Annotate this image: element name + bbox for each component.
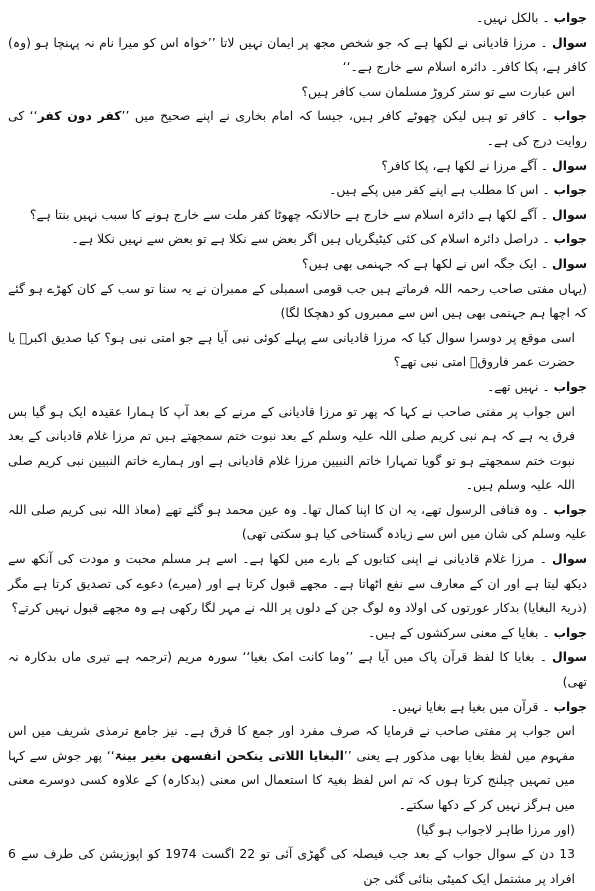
paragraph-text: (یہاں مفتی صاحب رحمہ اللہ فرماتے ہیں جب قومی اسمبلی کے ممبران نے یہ سنا تو سب کے کان کھڑے ہو گئے کہ اچھا ہم جہنمی بھی ہیں اس سے ممبروں کو دھچکا لگا) [8, 280, 587, 321]
paragraph-text: اس جواب پر مفتی صاحب نے فرمایا کہ صرف مفرد اور جمع کا فرق ہے۔ نیز جامع ترمذی شریف میں اس مفہوم میں لفظ بغایا بھی مذکور ہے یعنی ’’ [8, 723, 576, 763]
paragraph [8, 375, 587, 400]
paragraph-text: ۔ نہیں تھے۔ [486, 378, 554, 394]
paragraph-text: ۔ وہ فنافی الرسول تھے، یہ ان کا اپنا کمال تھا۔ وہ عین محمد ہو گئے تھے (معاذ اللہ نبی کریم صلی اللہ علیہ وسلم کی شان میں اس سے زیادہ گستاخی کیا ہو سکتی تھی) [8, 501, 587, 542]
qa-label: جواب [553, 501, 587, 517]
paragraph-text: اسی موقع پر دوسرا سوال کیا کہ مرزا قادیانی سے پہلے کوئی نبی آیا ہے جو امتی نبی ہو؟ کیا صدیق اکبرؓ یا حضرت عمر فاروقؓ امتی نبی تھے؟ [8, 329, 575, 370]
paragraph-text: ۔ بغایا کے معنی سرکشوں کے ہیں۔ [367, 624, 554, 640]
paragraph [8, 203, 587, 228]
paragraph [8, 621, 587, 646]
paragraph-text-continued: ‘‘ پھر جوش سے کہا میں تمہیں چیلنج کرتا ہوں کہ تم اس لفظ بغیۃ کا استعمال اس معنی (بدکارہ) کے علاوہ کسی دوسرے معنی میں ہرگز نہیں کر کے دکھا سکتے۔ [8, 747, 575, 812]
paragraph [8, 695, 587, 720]
paragraph [8, 818, 587, 843]
paragraph [8, 277, 587, 326]
paragraph-text: ۔ آگے لکھا ہے دائرہ اسلام سے خارج ہے حالانکہ چھوٹا کفر ملت سے خارج ہونے کا سبب نہیں بنتا ہے؟ [29, 206, 553, 222]
qa-label: سوال [552, 157, 587, 173]
paragraph-text: ۔ ایک جگہ اس نے لکھا ہے کہ جہنمی بھی ہیں؟ [302, 255, 553, 271]
paragraph [8, 498, 587, 547]
paragraph [8, 104, 587, 153]
paragraph-text: ۔ کافر تو ہیں لیکن چھوٹے کافر ہیں، جیسا کہ امام بخاری نے اپنے صحیح میں ’’ [121, 108, 554, 124]
qa-label: جواب [553, 108, 587, 124]
qa-label: سوال [552, 551, 587, 567]
paragraph [8, 252, 587, 277]
paragraph-text: ۔ اس کا مطلب ہے اپنے کفر میں پکے ہیں۔ [329, 182, 554, 198]
paragraph-text: ۔ بغایا کا لفظ قرآن پاک میں آیا ہے ’’وما کانت امک بغیا‘‘ سورہ مریم (ترجمہ ہے تیری ماں بدکارہ نہ تھی) [8, 649, 587, 690]
qa-label: سوال [552, 206, 587, 222]
paragraph-text: ۔ دراصل دائرہ اسلام کی کئی کیٹیگریاں ہیں اگر بعض سے نکلا ہے تو بعض سے نہیں نکلا ہے۔ [71, 231, 554, 247]
emphasized-phrase: البغایا اللاتی ینکحن انفسھن بغیر بینۃ [114, 747, 344, 763]
paragraph [8, 6, 587, 31]
paragraph-text: (اور مرزا طاہر لاجواب ہو گیا) [416, 821, 575, 837]
qa-label: سوال [552, 255, 587, 271]
paragraph-text: ۔ بالکل نہیں۔ [476, 10, 554, 25]
qa-label: سوال [552, 649, 587, 665]
paragraph-text: ۔ مرزا غلام قادیانی نے اپنی کتابوں کے بارے میں لکھا ہے۔ اسے ہر مسلم محبت و مودت کی آنکھ سے دیکھ لیتا ہے اور ان کے معارف سے نفع اٹھاتا ہے۔ مجھے قبول کرتا ہے اور (میرے) دعوے کی تصدیق کرتا ہے مگر (ذریۃ البغایا) بدکار عورتوں کی اولاد وہ لوگ جن کے دلوں پر اللہ نے مہر لگا رکھی ہے وہ مجھے قبول نہیں کرتے؟ [8, 551, 587, 616]
paragraph-text: 13 دن کے سوال جواب کے بعد جب فیصلہ کی گھڑی آئی تو 22 اگست 1974 کو اپوزیشن کی طرف سے 6 افراد پر مشتمل ایک کمیٹی بنائی گئی جن [8, 846, 575, 886]
paragraph [8, 326, 587, 375]
paragraph-text-continued: ‘‘ کی روایت درج کی ہے۔ [8, 108, 587, 148]
qa-label: سوال [552, 34, 587, 50]
paragraph [8, 154, 587, 179]
paragraph [8, 227, 587, 252]
paragraph [8, 842, 587, 891]
paragraph [8, 80, 587, 105]
paragraph-text: ۔ مرزا قادیانی نے لکھا ہے کہ جو شخص مجھ پر ایمان نہیں لاتا ’’خواہ اس کو میرا نام نہ پہنچا ہو (وہ) کافر ہے، پکا کافر۔ دائرہ اسلام سے خارج ہے۔‘‘ [8, 34, 587, 75]
paragraph [8, 719, 587, 817]
qa-label: جواب [553, 624, 587, 640]
qa-label: جواب [553, 698, 587, 714]
paragraph [8, 547, 587, 621]
qa-label: جواب [553, 231, 587, 247]
paragraph [8, 178, 587, 203]
emphasized-phrase: کفر دون کفر [37, 108, 122, 124]
qa-label: جواب [553, 182, 587, 198]
paragraph [8, 645, 587, 694]
paragraph-text: ۔ قرآن میں بغیا ہے بغایا نہیں۔ [390, 698, 554, 714]
paragraph-text: اس جواب پر مفتی صاحب نے کہا کہ پھر تو مرزا قادیانی کے مرنے کے بعد آپ کا ہمارا عقیدہ ایک ہو گیا بس فرق یہ ہے کہ ہم نبی کریم صلی اللہ علیہ وسلم کے بعد نبوت ختم سمجھتے ہیں تم مرزا غلام قادیانی کے بعد نبوت ختم سمجھتے ہو تو گویا تمہارا خاتم النبیین مرزا غلام قادیانی ہے اور ہمارے خاتم النبیین نبی کریم صلی اللہ علیہ وسلم ہیں۔ [8, 403, 575, 493]
paragraph [8, 400, 587, 498]
qa-label: جواب [553, 378, 587, 394]
paragraph-text: اس عبارت سے تو ستر کروڑ مسلمان سب کافر ہیں؟ [301, 83, 575, 99]
paragraph-text: ۔ آگے مرزا نے لکھا ہے، پکا کافر؟ [381, 157, 553, 173]
paragraph [8, 31, 587, 80]
qa-label: جواب [553, 10, 587, 25]
